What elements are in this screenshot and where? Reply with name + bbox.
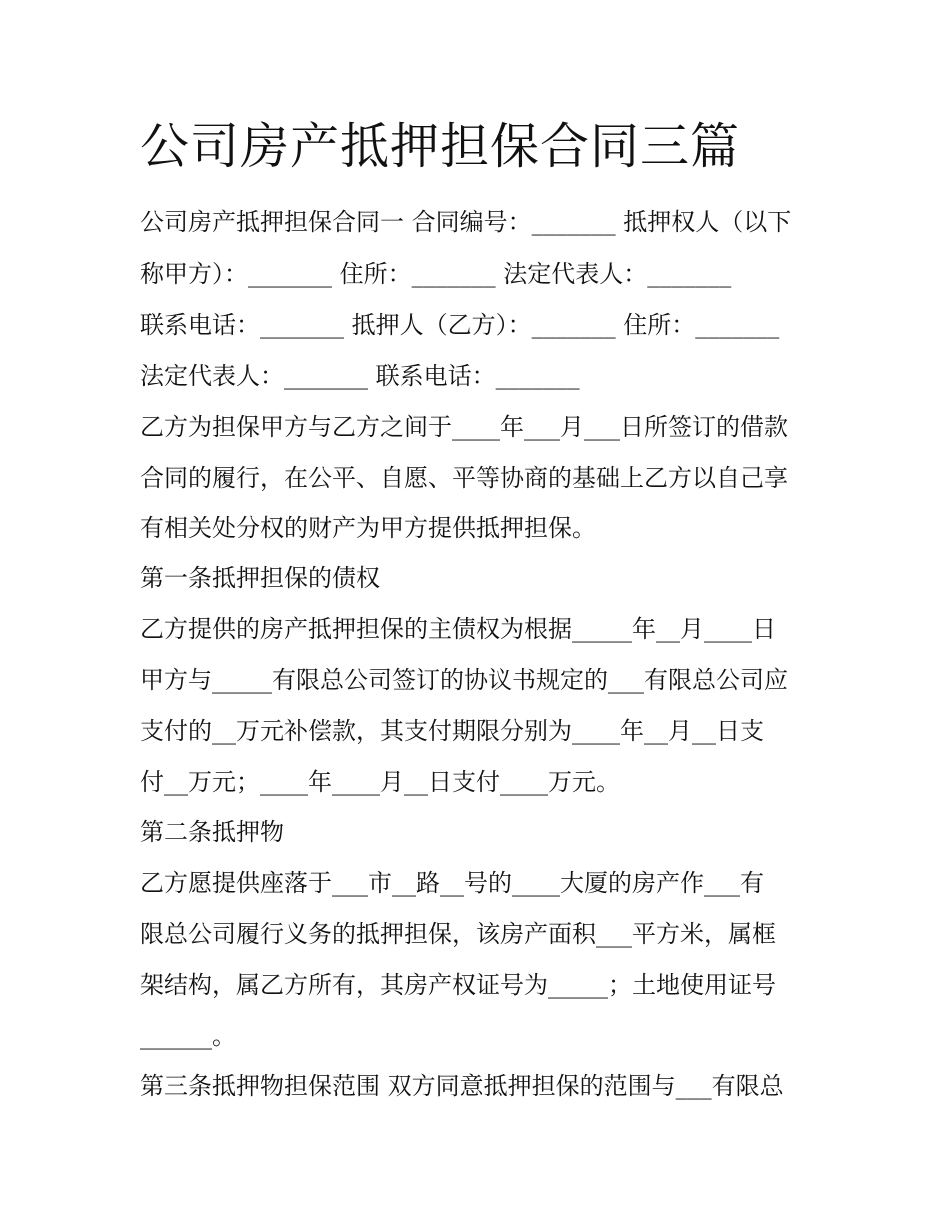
paragraph-line: 有相关处分权的财产为甲方提供抵押担保。	[140, 514, 596, 542]
paragraph-line: 乙方为担保甲方与乙方之间于____年___月___日所签订的借款	[140, 413, 788, 441]
paragraph-line: 联系电话：_______ 抵押人（乙方）：_______ 住所：_______	[140, 311, 780, 339]
paragraph-line: 乙方提供的房产抵押担保的主债权为根据_____年__月____日	[140, 615, 776, 643]
paragraph-line: 合同的履行，在公平、自愿、平等协商的基础上乙方以自己享	[140, 464, 788, 492]
paragraph-line: ______。	[140, 1022, 236, 1050]
paragraph-line: 乙方愿提供座落于___市__路__号的____大厦的房产作___有	[140, 869, 764, 897]
paragraph-line: 付__万元；____年____月__日支付____万元。	[140, 768, 620, 796]
section-heading: 第一条抵押担保的债权	[140, 564, 380, 592]
section-heading: 第二条抵押物	[140, 818, 284, 846]
paragraph-line: 限总公司履行义务的抵押担保，该房产面积___平方米，属框	[140, 920, 776, 948]
document-title: 公司房产抵押担保合同三篇	[140, 118, 741, 175]
paragraph-line: 公司房产抵押担保合同一 合同编号：_______ 抵押权人（以下	[140, 208, 792, 236]
section-heading: 第三条抵押物担保范围 双方同意抵押担保的范围与___有限总	[140, 1072, 784, 1100]
paragraph-line: 称甲方）：_______ 住所：_______ 法定代表人：_______	[140, 260, 732, 288]
paragraph-line: 法定代表人：_______ 联系电话：_______	[140, 362, 580, 390]
paragraph-line: 架结构，属乙方所有，其房产权证号为_____；土地使用证号	[140, 971, 776, 999]
paragraph-line: 支付的__万元补偿款，其支付期限分别为____年__月__日支	[140, 717, 764, 745]
paragraph-line: 甲方与_____有限总公司签订的协议书规定的___有限总公司应	[140, 666, 788, 694]
